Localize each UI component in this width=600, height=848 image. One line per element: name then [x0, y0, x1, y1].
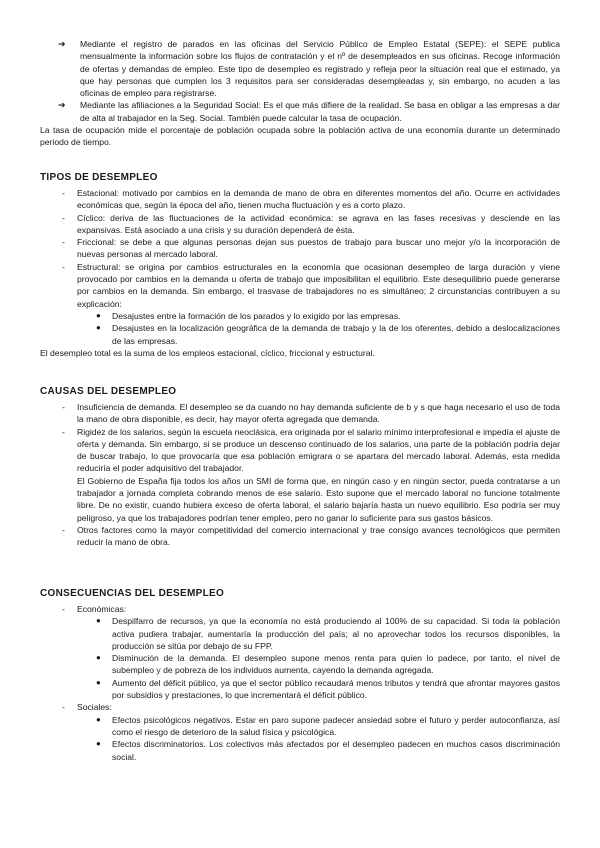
list-item	[0, 261, 600, 310]
section-heading: TIPOS DE DESEMPLEO	[40, 172, 158, 183]
dash-bullet: -	[62, 702, 65, 713]
desajuste-formacion: Desajustes entre la formación de los parados y lo exigido por las empresas.	[112, 310, 401, 321]
list-item	[0, 603, 600, 615]
dot-bullet-icon: ●	[96, 323, 101, 333]
seguridad-social-text: Mediante las afiliaciones a la Seguridad Social: Es el que más difiere de la realidad. Se basa en obligar a las empresas a dar de alta al trabajador en la Seg. Social. También puede calcular la tasa de ocupación.	[80, 100, 560, 123]
list-item	[0, 714, 600, 739]
dash-bullet: -	[62, 261, 65, 272]
despilfarro-recursos: Despilfarro de recursos, ya que la economía no está produciendo al 100% de su capacidad. Si toda la población activa pudiera trabajar, aumentaría la producción del país; al no aprovechar todos los recursos disponibles, la producción se sitúa por debajo de su FPP.	[112, 616, 560, 651]
list-item	[0, 322, 600, 347]
consecuencias-section	[0, 588, 600, 600]
list-item	[0, 401, 600, 426]
sepe-text: Mediante el registro de parados en las oficinas del Servicio Público de Empleo Estatal (SEPE): el SEPE publica mensualmente la información sobre los flujos de contratación y el nº de desempleados en sus oficinas. Recoge información de ofertas y demandas de empleo. Este tipo de desempleo es registrado y refleja peor la situación real que el estimado, ya que hay personas que cumplen los 3 requisitos para ser consideradas desempleadas y, sin embargo, no acuden a las oficinas de empleo para registrarse.	[80, 39, 560, 99]
measurement-methods	[0, 38, 600, 149]
section-heading: CONSECUENCIAS DEL DESEMPLEO	[40, 588, 225, 599]
dash-bullet: -	[62, 212, 65, 223]
list-item	[0, 615, 600, 652]
dot-bullet-icon: ●	[96, 677, 101, 687]
desajuste-localizacion: Desajustes en la localización geográfica de la demanda de trabajo y la de los oferentes, debido a deslocalizaciones de las empresas.	[112, 323, 560, 346]
dash-bullet: -	[62, 188, 65, 198]
dot-bullet-icon: ●	[96, 653, 101, 663]
causa-otros-factores: Otros factores como la mayor competitividad del comercio internacional y trae consigo avances tecnológicos que permiten reducir la mano de obra.	[77, 524, 560, 548]
dash-bullet: -	[62, 524, 65, 535]
disminucion-demanda: Disminución de la demanda. El desempleo supone menos renta para quien lo padece, por tanto, el nivel de subempleo y de pobreza de los individuos aumenta, cayendo la demanda agregada.	[112, 653, 560, 676]
arrow-bullet-icon: ➔	[58, 39, 66, 49]
list-item	[0, 99, 600, 124]
dot-bullet-icon: ●	[96, 616, 101, 626]
dot-bullet-icon: ●	[96, 714, 101, 724]
list-item	[0, 677, 600, 702]
dash-bullet: -	[62, 426, 65, 437]
tipo-friccional: Friccional: se debe a que algunas personas dejan sus puestos de trabajo para buscar uno mejor y/o la incorporación de nuevas personas al mercado laboral.	[77, 237, 560, 260]
list-item	[0, 38, 600, 99]
consecuencias-list	[0, 603, 600, 763]
tipos-list	[0, 187, 600, 359]
arrow-bullet-icon: ➔	[58, 100, 66, 111]
section-heading: CAUSAS DEL DESEMPLEO	[40, 386, 177, 397]
tipo-estacional: Estacional: motivado por cambios en la demanda de mano de obra en diferentes momentos del año. Ocurre en actividades económicas que, según la época del año, tienen mucha fluctuación y es a corto plazo.	[77, 188, 560, 211]
list-item	[0, 701, 600, 713]
list-item	[0, 187, 600, 212]
dash-bullet: -	[62, 604, 65, 614]
dot-bullet-icon: ●	[96, 310, 101, 320]
list-item	[0, 738, 600, 763]
causas-section	[0, 386, 600, 398]
dot-bullet-icon: ●	[96, 739, 101, 749]
tasa-ocupacion-paragraph: La tasa de ocupación mide el porcentaje de población ocupada sobre la población activa de una economía durante un determinado periodo de tiempo.	[40, 125, 560, 148]
causa-rigidez-salarios: Rigidez de los salarios, según la escuela neoclásica, era originada por el salario mínimo interprofesional e impedía el ajuste de oferta y demanda. Sin embargo, si se produce un descenso continuado de los salarios, una parte de la población podría dejar de buscar trabajo, lo que provocaría que esa población emigrara o se apartara del mercado laboral. Además, esta medida reduciría el poder adquisitivo del trabajador.	[77, 426, 560, 474]
efectos-discriminatorios: Efectos discriminatorios. Los colectivos más afectados por el desempleo padecen en muchos casos discriminación social.	[112, 739, 560, 762]
tipos-section	[0, 172, 600, 184]
causas-list	[0, 401, 600, 549]
efectos-psicologicos: Efectos psicológicos negativos. Estar en paro supone padecer ansiedad sobre el futuro y perder autoconfianza, así como el riesgo de deterioro de la salud física y psicológica.	[112, 714, 560, 737]
smi-paragraph: El Gobierno de España fija todos los años un SMI de forma que, en ningún caso y en ningún sector, pueda contratarse a un trabajador a jornada completa cobrando menos de ese salario. Esto supone que el mercado laboral no funcione totalmente libre. De no existir, cuando hubiera exceso de oferta laboral, el salario bajaría hasta un nuevo equilibrio. Eso podría ser muy peligroso, ya que los trabajadores podrían tener empleo, pero no ganar lo suficiente para sus gastos básicos.	[77, 475, 560, 523]
list-item	[0, 524, 600, 549]
dash-bullet: -	[62, 402, 65, 412]
desempleo-total-paragraph: El desempleo total es la suma de los empleos estacional, cíclico, friccional y estructural.	[40, 347, 375, 358]
list-item	[0, 212, 600, 237]
tipo-ciclico: Cíclico: deriva de las fluctuaciones de la actividad económica: se agrava en las fases recesivas y desciende en las expansivas. Está asociado a una crisis y su duración dependerá de ésta.	[77, 212, 560, 235]
aumento-deficit: Aumento del déficit público, ya que el sector público recaudará menos tributos y tendrá que afrontar mayores gastos por subsidios y prestaciones, lo que incrementará el déficit público.	[112, 677, 560, 701]
dash-bullet: -	[62, 237, 65, 248]
sociales-label: Sociales:	[77, 702, 112, 713]
list-item	[0, 652, 600, 677]
list-item	[0, 426, 600, 524]
causa-demanda: Insuficiencia de demanda. El desempleo se da cuando no hay demanda suficiente de b y s que haga necesario el uso de toda la mano de obra disponible, es decir, hay mayor oferta agregada que demanda.	[77, 402, 560, 425]
list-item	[0, 310, 600, 322]
list-item	[0, 236, 600, 261]
economicas-label: Económicas:	[77, 604, 127, 614]
tipo-estructural: Estructural: se origina por cambios estructurales en la economía que ocasionan desempleo de larga duración y viene provocado por cambios en la demanda u oferta de trabajo que imposibilitan el equilibrio. Este desequilibrio puede generarse por cambios en la demanda. Sin embargo, el trasvase de trabajadores no es simultáneo; 2 circunstancias contribuyen a su explicación:	[77, 261, 560, 309]
